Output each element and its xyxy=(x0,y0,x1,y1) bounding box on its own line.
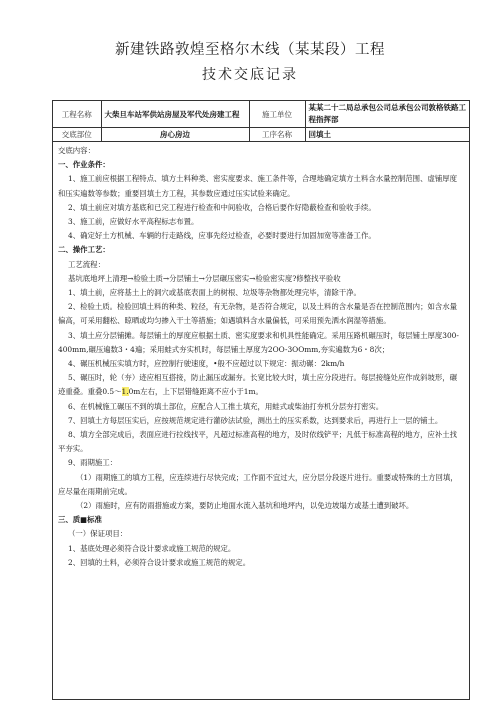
step-item-5 xyxy=(58,371,464,399)
record-form xyxy=(52,100,470,700)
handover-content xyxy=(53,142,469,570)
project-name-value: 大柴旦车站军供站房屋及军代处房建工程 xyxy=(101,101,249,128)
highlighted-text: 1. xyxy=(121,387,129,397)
step-item-7: 7、回填土方每层压实后，应按规范规定进行灌砂法试验，测出土的压实系数，达到要求后，再进行上一层的铺土。 xyxy=(68,415,443,425)
quality-item-2: 2、回填的土料，必须符合设计要求或施工规范的规定。 xyxy=(68,557,251,567)
construction-unit-value: 某某二十二局总承包公司总承包公司敦格铁路工程指挥部 xyxy=(305,101,469,128)
step-item-4: 4、碾压机械压实填方时，应控制行驶速度，•般不应超过以下规定：振动碾：2km/h xyxy=(68,359,345,369)
step-item-5-text-a: 5、碾压时，轮（夯）迹应相互搭接，防止漏压或漏夯。长宽比较大时，填土应分段进行。每层接缝处应作成斜坡形，碾迹重叠。重叠0.5〜 xyxy=(58,373,458,397)
condition-item-3: 3、施工前，应做好水平高程标志布置。 xyxy=(68,217,199,227)
section-heading-process: 二、操作工艺： xyxy=(58,245,110,255)
guarantee-items-title: （一）保证项目： xyxy=(68,529,128,539)
step-item-2: 2、检验土质。检验回填土料的种类、粒径，有无杂物，是否符合规定，以及土料的含水量是否在控制范围内；如含水量偏高，可采用翻松、晾晒或均匀掺入干土等措施；如遇填料含水量偏低，可采用预先洒水润湿等措施。 xyxy=(58,302,458,326)
step-item-5-text-b: 0m左右，上下层错缝距离不应小于1m。 xyxy=(128,387,263,397)
handover-part-label: 交底部位 xyxy=(53,128,101,142)
quality-item-1: 1、基底处理必须符合设计要求或施工规范的规定。 xyxy=(68,543,236,553)
condition-item-1: 1、施工前应根据工程特点、填方土料种类、密实度要求、施工条件等，合理地确定填方土料含水量控制范围、虚铺厚度和压实遍数等参数；重要回填土方工程，其参数应通过压实试验来确定。 xyxy=(58,174,458,198)
info-row-part xyxy=(53,128,469,142)
info-row-project xyxy=(53,101,469,128)
info-table xyxy=(53,101,469,142)
content-lead: 交底内容： xyxy=(58,146,95,155)
process-name-value: 回填土 xyxy=(305,128,469,142)
process-flow: 基坑底地坪上清理→检验土质→分层铺土→分层碾压密实→检验密实度?修整找平验收 xyxy=(68,273,341,283)
step-item-1: 1、填土前，应将基土上的洞穴或基底表面上的树根、垃圾等杂物都处理完毕，清除干净。 xyxy=(68,288,361,298)
step-item-9: 9、雨期施工： xyxy=(68,458,118,468)
process-flow-title: 工艺流程： xyxy=(68,259,105,269)
condition-item-2: 2、填土前应对填方基底和已完工程进行检查和中间验收，合格后要作好隐蔽检查和验收手续。 xyxy=(68,202,376,212)
condition-item-4: 4、确定好土方机械、车辆的行走路线，应事先经过检查，必要时要进行加固加宽等准备工作。 xyxy=(68,231,376,241)
step-item-8: 8、填方全部完成后，表面应进行拉线找平，凡超过标准高程的地方，及时依线铲平；凡低于标准高程的地方，应补土找平夯实。 xyxy=(58,430,458,454)
step-item-3: 3、填土应分层铺摊。每层铺土的厚度应根据土质、密实度要求和机具性能确定。采用压路机碾压时，每层铺土厚度300-400mm,碾压遍数3・4遍；采用蛙式夯实机时，每层铺土厚度为2OO-3OOmm,夯实遍数为6・8次； xyxy=(58,330,459,354)
document-title: 新建铁路敦煌至格尔木线（某某段）工程 xyxy=(115,42,385,58)
project-name-label: 工程名称 xyxy=(53,101,101,128)
rainy-item-2: （2）雨施时，应有防雨措施或方案，要防止地面水流入基坑和地坪内，以免边坡塌方或基土遭到破坏。 xyxy=(76,501,414,511)
section-heading-quality: 三、质■标准 xyxy=(58,515,102,525)
section-heading-conditions: 一、作业条件： xyxy=(58,160,110,170)
step-item-6: 6、在机械施工碾压不到的填土部位，应配合人工推土填充，用蛙式或柴油打夯机分层夯打密实。 xyxy=(68,401,384,411)
document-subtitle: 技术交底记录 xyxy=(202,67,298,83)
handover-part-value: 房心房边 xyxy=(101,128,249,142)
process-name-label: 工序名称 xyxy=(249,128,305,142)
rainy-item-1: （1）雨期施工的填方工程，应连续进行尽快完成；工作面不宜过大，应分层分段逐片进行。重要或特殊的土方回填，应尽量在雨期前完成。 xyxy=(58,472,458,496)
construction-unit-label: 施工单位 xyxy=(249,101,305,128)
